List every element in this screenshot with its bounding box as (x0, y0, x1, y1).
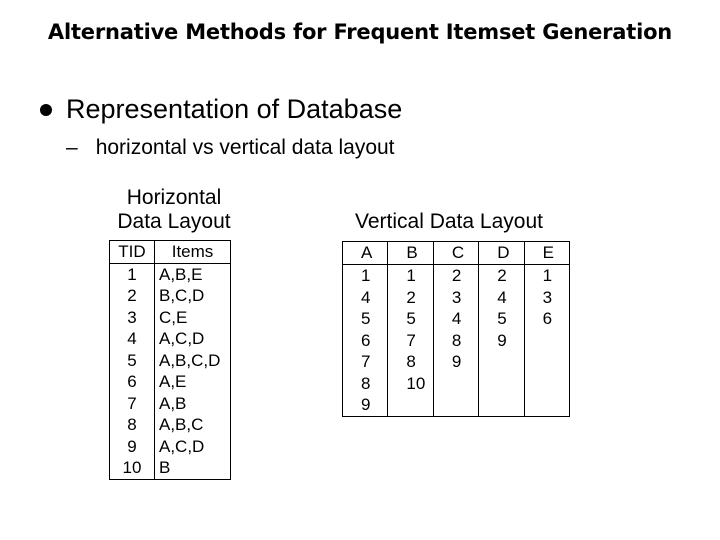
horizontal-header-row (110, 241, 231, 264)
vertical-tid-cell: 4 (451, 309, 462, 328)
vertical-tid-cell: 3 (542, 287, 553, 307)
vertical-tid-cell: 7 (406, 330, 416, 350)
items-header: Items (155, 241, 231, 264)
vertical-tid-cell: 4 (361, 287, 371, 307)
table-row (110, 436, 231, 458)
tid-cell: 8 (110, 414, 155, 436)
vertical-column (433, 242, 478, 416)
tid-cell: 9 (110, 436, 155, 458)
vertical-column (478, 242, 523, 416)
bullet-sub (66, 136, 395, 160)
table-row (110, 328, 231, 350)
table-row (110, 307, 231, 329)
vertical-tid-cell: 3 (451, 287, 462, 307)
table-row (110, 350, 231, 372)
bullet-dot-icon (40, 104, 52, 116)
items-cell: A,E (159, 372, 187, 391)
vertical-column (524, 242, 569, 416)
table-row (110, 414, 231, 436)
bullet-main (40, 94, 402, 125)
bullet-main-text: Representation of Database (66, 94, 403, 124)
items-cell: A,B,C (159, 415, 204, 434)
tid-cell: 4 (110, 328, 155, 350)
vertical-table (342, 241, 570, 417)
vertical-tid-cell: 6 (361, 330, 371, 350)
table-row (110, 457, 231, 479)
vertical-tid-cell: 4 (497, 287, 507, 307)
vertical-tid-cell: 8 (451, 330, 462, 350)
vertical-tid-cell: 1 (406, 266, 416, 285)
vertical-tid-cell: 8 (361, 373, 371, 393)
vertical-column-header: E (525, 242, 569, 265)
vertical-column (387, 242, 432, 416)
vertical-column-header: C (434, 242, 478, 265)
tid-cell: 2 (110, 285, 155, 307)
vertical-tid-cell: 2 (497, 266, 507, 285)
items-cell: C,E (159, 307, 188, 327)
vertical-tid-cell: 7 (361, 352, 371, 371)
vertical-tid-cell: 6 (542, 309, 553, 328)
horizontal-table (109, 240, 231, 480)
vertical-column-header: B (388, 242, 432, 265)
vertical-column-header: A (343, 242, 387, 265)
tid-cell: 1 (110, 263, 155, 285)
vertical-tid-cell: 9 (497, 330, 507, 350)
horizontal-caption (108, 186, 240, 234)
vertical-tid-cell: 2 (451, 266, 462, 285)
vertical-tid-cell: 2 (406, 287, 416, 307)
items-cell: A,C,D (159, 329, 205, 348)
vertical-tid-cell: 9 (361, 395, 371, 414)
items-cell: B,C,D (159, 286, 205, 305)
tid-cell: 10 (110, 457, 155, 479)
slide-title: Alternative Methods for Frequent Itemset Generation (47, 20, 673, 44)
tid-header: TID (110, 241, 155, 264)
tid-cell: 6 (110, 371, 155, 393)
tid-cell: 5 (110, 350, 155, 372)
horizontal-caption-line2: Data Layout (117, 210, 231, 233)
table-row (110, 371, 231, 393)
tid-cell: 3 (110, 307, 155, 329)
vertical-column-header: D (479, 242, 523, 265)
bullet-sub-text: horizontal vs vertical data layout (95, 136, 395, 159)
vertical-tid-cell: 5 (361, 309, 371, 328)
items-cell: A,B (159, 393, 187, 413)
vertical-caption: Vertical Data Layout (355, 210, 543, 233)
table-row (110, 393, 231, 415)
items-cell: A,C,D (159, 436, 205, 456)
vertical-tid-cell: 5 (497, 309, 507, 328)
items-cell: B (159, 458, 171, 477)
vertical-tid-cell: 10 (406, 373, 426, 393)
tid-cell: 7 (110, 393, 155, 415)
vertical-tid-cell: 8 (406, 352, 416, 371)
vertical-tid-cell: 9 (451, 352, 462, 371)
items-cell: A,B,E (159, 264, 203, 284)
items-cell: A,B,C,D (159, 350, 221, 370)
vertical-tid-cell: 5 (406, 309, 416, 328)
table-row (110, 285, 231, 307)
table-row (110, 263, 231, 285)
vertical-tid-cell: 1 (542, 266, 553, 285)
dash-icon: – (66, 136, 78, 159)
vertical-tid-cell: 1 (361, 266, 371, 285)
horizontal-caption-line1: Horizontal (126, 186, 222, 209)
vertical-column (343, 242, 387, 416)
